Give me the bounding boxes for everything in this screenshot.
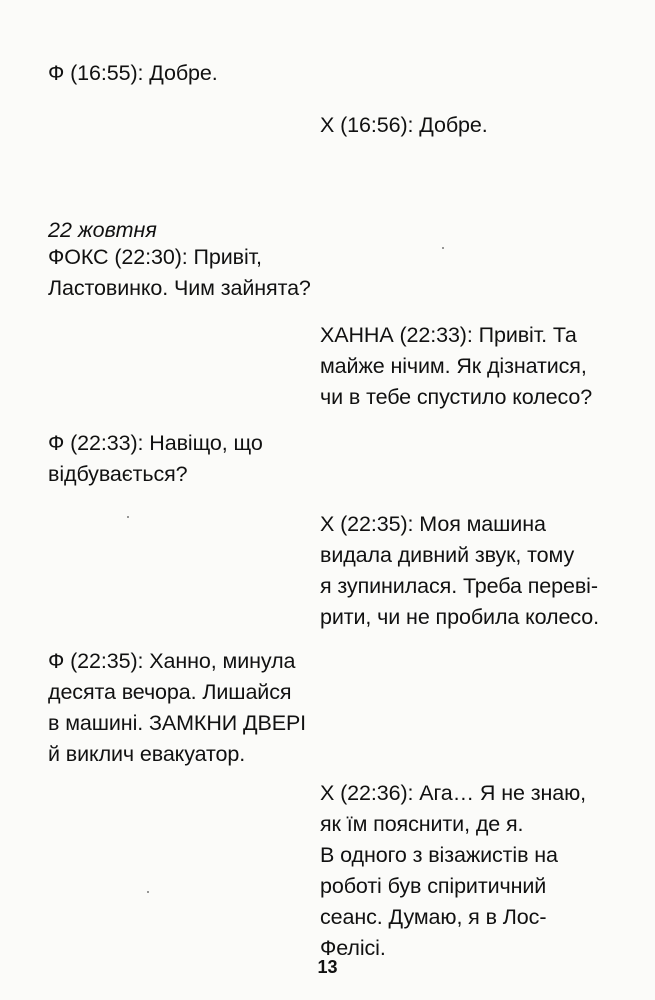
print-speck: [442, 247, 444, 249]
message-hanna-2233: ХАННА (22:33): Привіт. Та майже нічим. Як дізнатися, чи в тебе спустило колесо?: [320, 323, 593, 409]
date-heading: 22 жовтня: [48, 217, 157, 242]
message-fox-2235: Ф (22:35): Ханно, минула десята вечора. Лишайся в машині. ЗАМКНИ ДВЕРІ й виклич евакуатор.: [48, 649, 307, 766]
message-hanna-2235: Х (22:35): Моя машина видала дивний звук, тому я зупинилася. Треба переві- рити, чи не пробила колесо.: [320, 512, 599, 629]
message-hanna-1656: Х (16:56): Добре.: [320, 113, 488, 137]
message-fox-1655: Ф (16:55): Добре.: [48, 61, 218, 85]
print-speck: [147, 891, 149, 893]
print-speck: [127, 516, 129, 518]
message-fox-2230: ФОКС (22:30): Привіт, Ластовинко. Чим зайнята?: [48, 245, 311, 300]
message-fox-2233: Ф (22:33): Навіщо, що відбувається?: [48, 431, 263, 486]
page-number: 13: [317, 957, 338, 977]
message-hanna-2236: Х (22:36): Ага… Я не знаю, як їм пояснити, де я. В одного з візажистів на роботі був спіритичний сеанс. Думаю, я в Лос- Фелісі.: [320, 781, 587, 960]
